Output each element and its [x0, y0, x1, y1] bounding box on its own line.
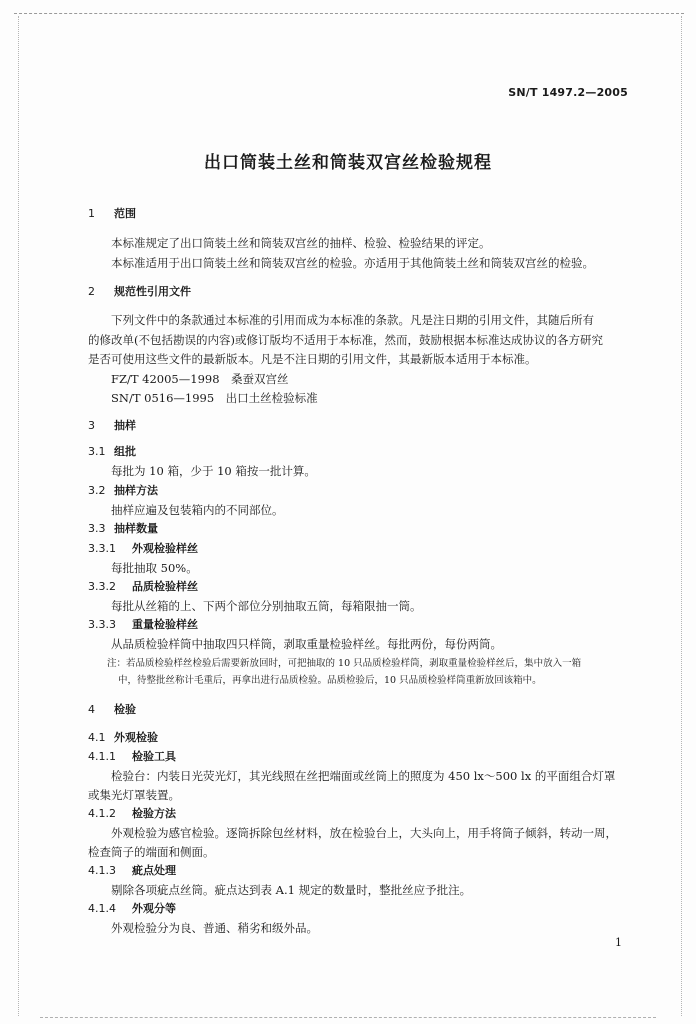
paragraph-line: 每批为 10 箱，少于 10 箱按一批计算。 [111, 464, 316, 478]
section-4-heading [88, 703, 136, 717]
document-title: 出口筒装土丝和筒装双宫丝检验规程 [204, 153, 492, 173]
section-title: 外观检验 [114, 731, 158, 744]
subsection-heading [88, 750, 176, 764]
section-number: 4.1 [88, 731, 106, 744]
paragraph-line: 外观检验为感官检验。逐筒拆除包丝材料，放在检验台上，大头向上，用手将筒子倾斜，转动一周， [111, 826, 617, 840]
section-title: 范围 [114, 207, 136, 220]
section-title: 品质检验样丝 [132, 580, 198, 593]
section-number: 4.1.3 [88, 864, 116, 877]
section-title: 外观分等 [132, 902, 176, 915]
section-title: 外观检验样丝 [132, 542, 198, 555]
note-line: 中，待整批丝称计毛重后，再拿出进行品质检验。品质检验后，10 只品质检验样筒重新放回该箱中。 [118, 675, 542, 686]
section-title: 检验工具 [132, 750, 176, 763]
section-title: 抽样方法 [114, 484, 158, 497]
section-title: 规范性引用文件 [114, 285, 191, 298]
section-number: 3.1 [88, 445, 106, 458]
subsection-heading [88, 580, 198, 594]
section-number: 3.3.3 [88, 618, 116, 631]
section-number: 2 [88, 285, 95, 298]
section-title: 组批 [114, 445, 136, 458]
section-number: 3.3.1 [88, 542, 116, 555]
page-number: 1 [615, 936, 622, 949]
note-line: 注：若品质检验样丝检验后需要新放回时，可把抽取的 10 只品质检验样筒，剥取重量检验样丝后，集中放入一箱 [107, 658, 582, 669]
section-number: 3.3.2 [88, 580, 116, 593]
section-number: 4 [88, 703, 95, 716]
subsection-heading [88, 542, 198, 556]
section-number: 1 [88, 207, 95, 220]
section-title: 抽样数量 [114, 522, 158, 535]
paragraph-line: 或集光灯罩装置。 [88, 788, 180, 802]
paragraph-line: 是否可使用这些文件的最新版本。凡是不注日期的引用文件，其最新版本适用于本标准。 [88, 352, 537, 366]
section-number: 4.1.2 [88, 807, 116, 820]
section-number: 3.3 [88, 522, 106, 535]
section-number: 4.1.1 [88, 750, 116, 763]
paragraph-line: 每批抽取 50%。 [111, 561, 198, 575]
subsection-heading [88, 902, 176, 916]
subsection-heading [88, 522, 158, 536]
section-title: 检验方法 [132, 807, 176, 820]
subsection-heading [88, 484, 158, 498]
paragraph-line: 的修改单(不包括勘误的内容)或修订版均不适用于本标准，然而，鼓励根据本标准达成协议的各方研究 [88, 333, 603, 347]
subsection-heading [88, 731, 158, 745]
section-1-heading [88, 207, 136, 221]
paragraph-line: 本标准规定了出口筒装土丝和筒装双宫丝的抽样、检验、检验结果的评定。 [111, 236, 491, 250]
section-title: 重量检验样丝 [132, 618, 198, 631]
subsection-heading [88, 864, 176, 878]
scan-edge-bottom [40, 1017, 656, 1018]
section-3-heading [88, 419, 136, 433]
subsection-heading [88, 807, 176, 821]
section-2-heading [88, 285, 191, 299]
paragraph-line: 本标准适用于出口筒装土丝和筒装双宫丝的检验。亦适用于其他筒装土丝和筒装双宫丝的检验。 [111, 256, 594, 270]
section-title: 检验 [114, 703, 136, 716]
paragraph-line: 检查筒子的端面和侧面。 [88, 845, 215, 859]
paragraph-line: 从品质检验样筒中抽取四只样筒，剥取重量检验样丝。每批两份，每份两筒。 [111, 637, 502, 651]
subsection-heading [88, 445, 136, 459]
reference-item: SN/T 0516—1995 出口土丝检验标准 [111, 391, 318, 405]
paragraph-line: 抽样应遍及包装箱内的不同部位。 [111, 503, 284, 517]
paragraph-line: 每批从丝箱的上、下两个部位分别抽取五筒，每箱限抽一筒。 [111, 599, 422, 613]
section-number: 3.2 [88, 484, 106, 497]
standard-code: SN/T 1497.2—2005 [508, 86, 628, 99]
paragraph-line: 外观检验分为良、普通、稍劣和级外品。 [111, 921, 318, 935]
section-number: 4.1.4 [88, 902, 116, 915]
paragraph-line: 下列文件中的条款通过本标准的引用而成为本标准的条款。凡是注日期的引用文件，其随后所有 [111, 313, 594, 327]
section-title: 抽样 [114, 419, 136, 432]
section-title: 疵点处理 [132, 864, 176, 877]
paragraph-line: 检验台：内装日光荧光灯，其光线照在丝把端面或丝筒上的照度为 450 lx～500 lx 的平面组合灯罩 [111, 769, 616, 783]
paragraph-line: 剔除各项疵点丝筒。疵点达到表 A.1 规定的数量时，整批丝应予批注。 [111, 883, 472, 897]
subsection-heading [88, 618, 198, 632]
scan-edge-top [14, 13, 684, 14]
reference-item: FZ/T 42005—1998 桑蚕双宫丝 [111, 372, 289, 386]
section-number: 3 [88, 419, 95, 432]
